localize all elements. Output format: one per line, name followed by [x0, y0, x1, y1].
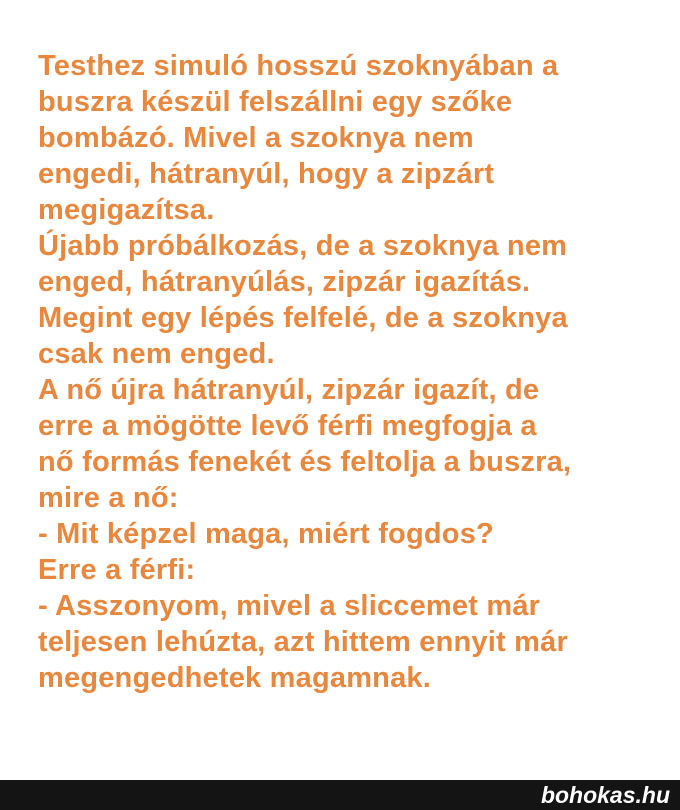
joke-line: engedi, hátranyúl, hogy a zipzárt [38, 158, 495, 190]
joke-line: buszra készül felszállni egy szőke [38, 86, 513, 118]
joke-line: Újabb próbálkozás, de a szoknya nem [38, 230, 568, 262]
joke-line: enged, hátranyúlás, zipzár igazítás. [38, 266, 531, 298]
joke-line: Testhez simuló hosszú szoknyában a [38, 50, 559, 82]
joke-line: - Asszonyom, mivel a sliccemet már [38, 590, 541, 622]
joke-line: nő formás fenekét és feltolja a buszra, [38, 446, 572, 478]
joke-line: Megint egy lépés felfelé, de a szoknya [38, 302, 568, 334]
joke-line: erre a mögötte levő férfi megfogja a [38, 410, 537, 442]
joke-line: mire a nő: [38, 482, 179, 514]
joke-line: Erre a férfi: [38, 554, 196, 586]
joke-line: - Mit képzel maga, miért fogdos? [38, 518, 494, 550]
joke-line: csak nem enged. [38, 338, 275, 370]
joke-line: megigazítsa. [38, 194, 215, 226]
footer-watermark-bar [0, 780, 680, 810]
joke-line: teljesen lehúzta, azt hittem ennyit már [38, 626, 568, 658]
joke-line: A nő újra hátranyúl, zipzár igazít, de [38, 374, 540, 406]
joke-line: megengedhetek magamnak. [38, 662, 432, 694]
site-watermark: bohokas.hu [540, 782, 670, 808]
joke-text [38, 48, 652, 696]
joke-line: bombázó. Mivel a szoknya nem [38, 122, 474, 154]
